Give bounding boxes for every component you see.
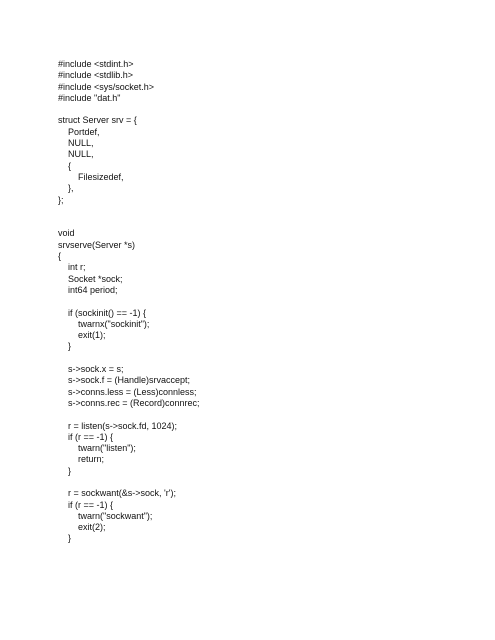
code-line: exit(1); <box>58 330 106 341</box>
code-line: if (sockinit() == -1) { <box>58 307 147 318</box>
code-line: int r; <box>58 262 86 273</box>
code-line: NULL, <box>58 138 94 149</box>
code-line: r = sockwant(&s->sock, 'r'); <box>58 488 176 499</box>
code-line: } <box>58 341 72 352</box>
code-line <box>58 353 458 364</box>
code-line <box>58 104 458 115</box>
code-line <box>58 217 458 228</box>
code-line: if (r == -1) { <box>58 499 114 510</box>
code-line: struct Server srv = { <box>58 115 137 126</box>
code-line: { <box>58 251 62 262</box>
code-listing <box>58 59 458 545</box>
code-line: void <box>58 228 75 239</box>
code-line: Socket *sock; <box>58 273 123 284</box>
code-line: s->sock.f = (Handle)srvaccept; <box>58 375 191 386</box>
code-line: #include <sys/socket.h> <box>58 81 155 92</box>
code-line: { <box>58 160 72 171</box>
code-line: r = listen(s->sock.fd, 1024); <box>58 420 178 431</box>
code-line: } <box>58 465 72 476</box>
code-line: s->sock.x = s; <box>58 364 124 375</box>
code-line <box>58 409 458 420</box>
code-line: return; <box>58 454 105 465</box>
code-line: s->conns.less = (Less)connless; <box>58 386 197 397</box>
code-line: int64 period; <box>58 284 118 295</box>
code-line: }; <box>58 194 64 205</box>
code-line: twarn("listen"); <box>58 443 136 454</box>
code-line: twarnx("sockinit"); <box>58 318 150 329</box>
code-line: #include <stdint.h> <box>58 59 134 69</box>
code-line: }, <box>58 183 74 194</box>
code-line: twarn("sockwant"); <box>58 510 153 521</box>
code-line <box>58 296 458 307</box>
code-line: srvserve(Server *s) <box>58 239 136 250</box>
code-line: } <box>58 533 72 544</box>
code-line: Portdef, <box>58 126 100 137</box>
code-line: s->conns.rec = (Record)connrec; <box>58 397 200 408</box>
code-line: #include "dat.h" <box>58 92 121 103</box>
code-line: #include <stdlib.h> <box>58 70 134 81</box>
code-line: Filesizedef, <box>58 171 124 182</box>
code-line: if (r == -1) { <box>58 431 114 442</box>
code-line <box>58 477 458 488</box>
code-line: exit(2); <box>58 522 106 533</box>
code-line: NULL, <box>58 149 94 160</box>
code-line <box>58 206 458 217</box>
